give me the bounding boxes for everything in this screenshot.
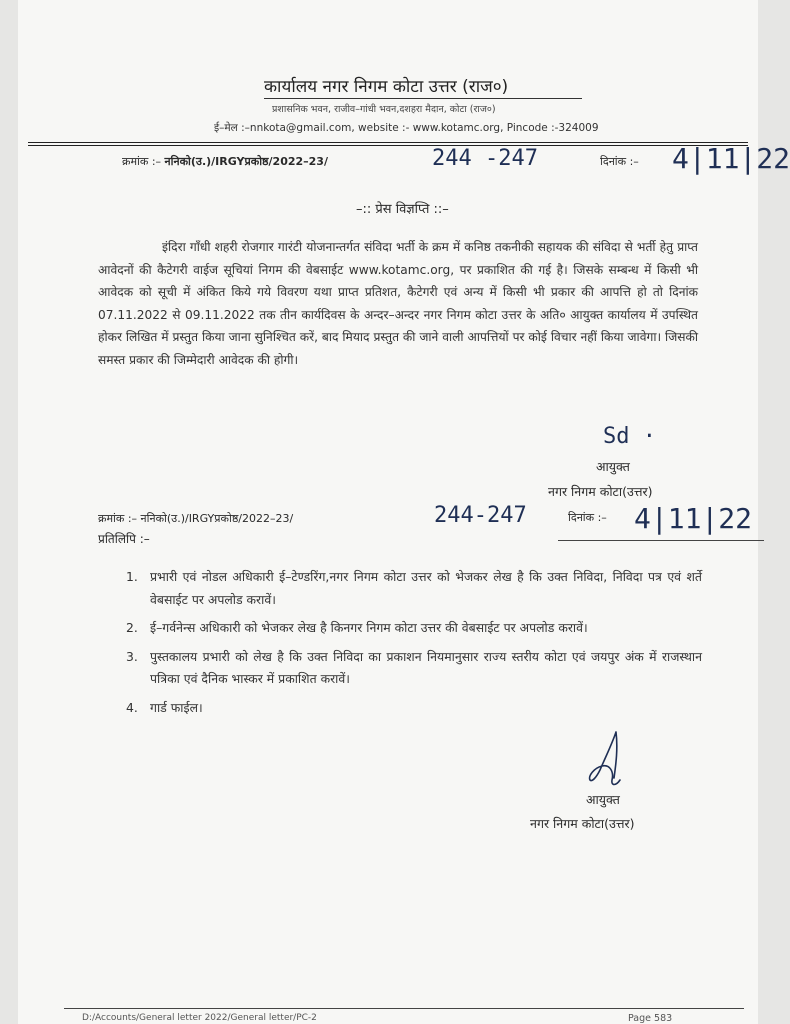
date-underline [558,540,764,541]
list-item [126,566,702,611]
date-label-2: दिनांक :– [568,511,607,524]
list-item-text: ई–गर्वनेन्स अधिकारी को भेजकर लेख है किनगर निगम कोटा उत्तर की वेबसाईट पर अपलोड करावें। [150,620,588,635]
office-address: प्रशासनिक भवन, राजीव–गांधी भवन,दशहरा मैदान, कोटा (राज०) [272,104,496,115]
signatory-title: आयुक्त [596,459,630,474]
signatory-department: नगर निगम कोटा(उत्तर) [548,484,653,499]
footer-file-path: D:/Accounts/General letter 2022/General letter/PC-2 [82,1013,317,1023]
handwritten-date-2: 4|11|22 [634,502,753,535]
list-item-text: गार्ड फाईल। [150,699,203,715]
signatory-department-2: नगर निगम कोटा(उत्तर) [530,816,635,831]
handwritten-date: 4|11|22 [672,142,790,175]
letter-page [18,0,790,1024]
press-release-heading: –:: प्रेस विज्ञप्ति ::– [356,202,449,217]
reference-number: ननिको(उ.)/IRGYप्रकोष्ठ/2022–23/ [164,155,328,168]
list-item [126,697,702,720]
title-underline [264,98,582,99]
press-release-body [98,236,698,371]
list-item [126,617,702,640]
header-divider-second [28,145,748,146]
date-label: दिनांक :– [600,155,639,168]
list-item-number: 1. [126,569,138,584]
reference-label: क्रमांक :– [122,155,162,168]
footer-page-number: Page 583 [628,1013,673,1024]
office-contact: ई–मेल :–nnkota@gmail.com, website :- www.kotamc.org, Pincode :-324009 [214,122,599,134]
signatory-title-2: आयुक्त [586,792,620,807]
list-item-text: पुस्तकालय प्रभारी को लेख है कि उक्त निविदा का प्रकाशन नियमानुसार राज्य स्तरीय कोटा एवं जयपुर अंक में राजस्थान पत्रिका एवं दैनिक भास्कर में प्रकाशित करावें। [150,648,702,686]
handwritten-signature [586,730,632,790]
handwritten-reference-number: 244 -247 [432,146,538,171]
office-title: कार्यालय नगर निगम कोटा उत्तर (राज०) [264,77,509,97]
signature-mark: Sd · [603,424,656,449]
copy-to-label: प्रतिलिपि :– [98,532,150,546]
handwritten-reference-number-2: 244-247 [434,503,527,528]
copy-recipient-list [126,566,702,725]
reference-line-1 [122,154,328,169]
footer-divider [64,1008,744,1009]
reference-line-2: क्रमांक :– ननिको(उ.)/IRGYप्रकोष्ठ/2022–23/ [98,512,294,525]
list-item-number: 4. [126,699,138,715]
body-text: इंदिरा गाँधी शहरी रोजगार गारंटी योजनान्तर्गत संविदा भर्ती के क्रम में कनिष्ठ तकनीकी सहायक की संविदा से भर्ती हेतु प्राप्त आवेदनों की कैटेगरी वाईज सूचियां निगम की वेबसाईट www.kotamc.org, पर प्रकाशित की गई है। जिसके सम्बन्ध में किसी भी आवेदक को सूची में अंकित किये गये विवरण यथा प्राप्त प्रतिशत, कैटेगरी एवं अन्य में किसी भी प्रकार की आपत्ति हो तो दिनांक 07.11.2022 से 09.11.2022 तक तीन कार्यदिवस के अन्दर–अन्दर नगर निगम कोटा उत्तर के अति० आयुक्त कार्यालय में उपस्थित होकर लिखित में प्रस्तुत किया जाना सुनिश्चित करें, बाद मियाद प्रस्तुत की जाने वाली आपत्तियों पर कोई विचार नहीं किया जावेगा। जिसकी समस्त प्रकार की जिम्मेदारी आवेदक की होगी। [98,240,698,367]
list-item [126,646,702,691]
list-item-number: 3. [126,648,138,664]
header-divider [28,142,748,143]
list-item-number: 2. [126,620,138,635]
list-item-text: प्रभारी एवं नोडल अधिकारी ई–टेण्डरिंग,नगर निगम कोटा उत्तर को भेजकर लेख है कि उक्त निविदा, निविदा पत्र एवं शर्ते वेबसाईट पर अपलोड करावें। [150,569,702,607]
